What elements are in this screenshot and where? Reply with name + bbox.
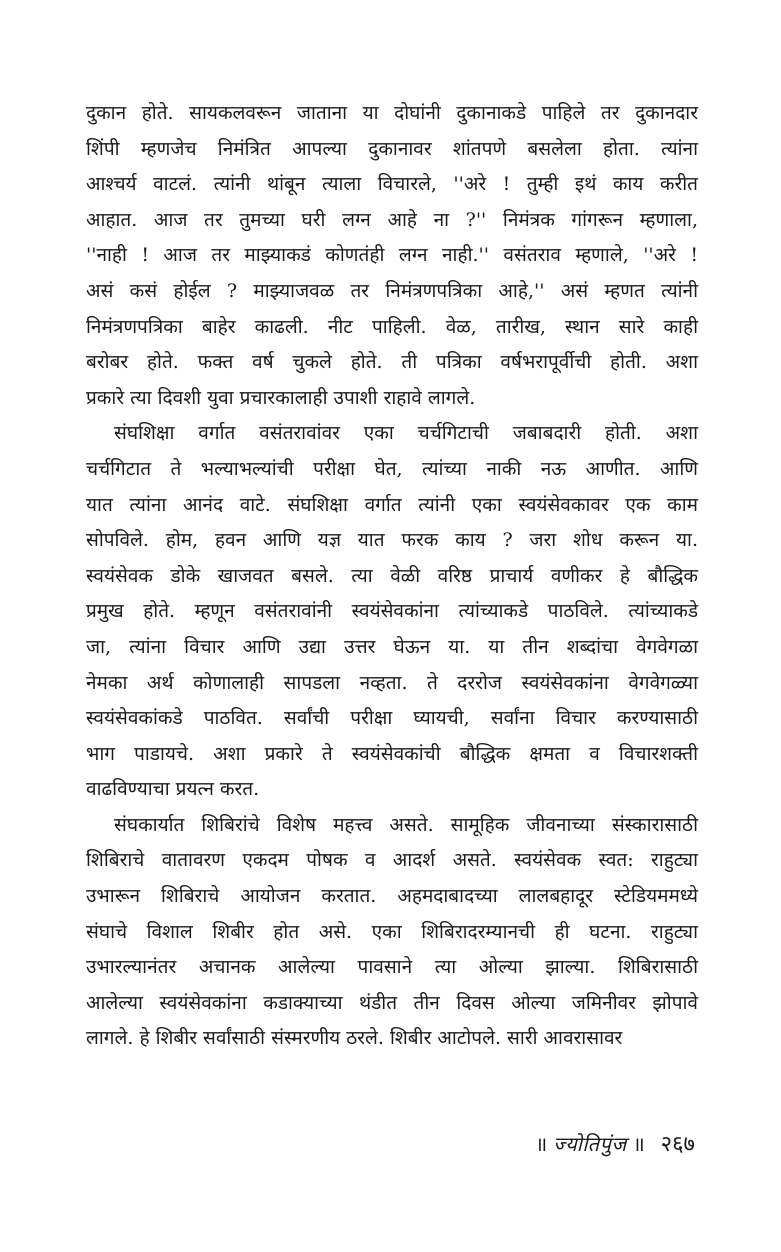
text-line: स्वयंसेवकांकडे पाठवित. सर्वांची परीक्षा घ्यायची, सर्वांना विचार करण्यासाठी xyxy=(86,707,698,730)
paragraph xyxy=(86,96,698,416)
page-body xyxy=(86,96,698,1057)
paragraph xyxy=(86,416,698,808)
text-line: सोपविले. होम, हवन आणि यज्ञ यात फरक काय ? जरा शोध करून या. xyxy=(86,529,698,552)
book-title-logo: ज्योतिपुंज xyxy=(553,1132,627,1156)
text-line: असं कसं होईल ? माझ्याजवळ तर निमंत्रणपत्रिका आहे,'' असं म्हणत त्यांनी xyxy=(86,279,698,302)
page-footer xyxy=(535,1128,695,1158)
text-line: संघकार्यात शिबिरांचे विशेष महत्त्व असते. सामूहिक जीवनाच्या संस्कारासाठी xyxy=(114,813,698,836)
text-line: स्वयंसेवक डोके खाजवत बसले. त्या वेळी वरिष्ठ प्राचार्य वणीकर हे बौद्धिक xyxy=(86,564,698,587)
footer-left-marks: ॥ xyxy=(535,1132,548,1156)
text-line: चर्चगिटात ते भल्याभल्यांची परीक्षा घेत, त्यांच्या नाकी नऊ आणीत. आणि xyxy=(86,457,698,480)
text-line: वाढविण्याचा प्रयत्न करत. xyxy=(86,778,260,801)
text-line: भाग पाडायचे. अशा प्रकारे ते स्वयंसेवकांची बौद्धिक क्षमता व विचारशक्ती xyxy=(86,742,698,765)
text-line: दुकान होते. सायकलवरून जाताना या दोघांनी दुकानाकडे पाहिले तर दुकानदार xyxy=(86,102,698,124)
text-line: यात त्यांना आनंद वाटे. संघशिक्षा वर्गात त्यांनी एका स्वयंसेवकावर एक काम xyxy=(86,493,698,516)
text-line: संघाचे विशाल शिबीर होत असे. एका शिबिरादरम्यानची ही घटना. राहुट्या xyxy=(86,920,698,943)
text-line: ''नाही ! आज तर माझ्याकडं कोणतंही लग्न नाही.'' वसंतराव म्हणाले, ''अरे ! xyxy=(86,244,698,267)
text-line: बरोबर होते. फक्त वर्ष चुकले होते. ती पत्रिका वर्षभरापूर्वीची होती. अशा xyxy=(86,351,698,374)
text-line: शिबिराचे वातावरण एकदम पोषक व आदर्श असते. स्वयंसेवक स्वत: राहुट्या xyxy=(86,849,698,872)
text-line: निमंत्रणपत्रिका बाहेर काढली. नीट पाहिली. वेळ, तारीख, स्थान सारे काही xyxy=(86,315,698,338)
text-line: प्रकारे त्या दिवशी युवा प्रचारकालाही उपाशी राहावे लागले. xyxy=(86,386,476,409)
page-number: २६७ xyxy=(660,1132,695,1157)
text-line: आश्चर्य वाटलं. त्यांनी थांबून त्याला विचारले, ''अरे ! तुम्ही इथं काय करीत xyxy=(86,173,698,196)
text-block xyxy=(86,96,698,1057)
text-line: प्रमुख होते. म्हणून वसंतरावांनी स्वयंसेवकांना त्यांच्याकडे पाठविले. त्यांच्याकडे xyxy=(86,600,698,623)
text-line: शिंपी म्हणजेच निमंत्रित आपल्या दुकानावर शांतपणे बसलेला होता. त्यांना xyxy=(86,137,698,160)
text-line: आहात. आज तर तुमच्या घरी लग्न आहे ना ?'' निमंत्रक गांगरून म्हणाला, xyxy=(86,208,698,231)
paragraph xyxy=(86,808,698,1057)
text-line: नेमका अर्थ कोणालाही सापडला नव्हता. ते दररोज स्वयंसेवकांना वेगवेगळ्या xyxy=(86,671,698,694)
text-line: उभारल्यानंतर अचानक आलेल्या पावसाने त्या ओल्या झाल्या. शिबिरासाठी xyxy=(86,956,698,979)
text-line: उभारून शिबिराचे आयोजन करतात. अहमदाबादच्या लालबहादूर स्टेडियममध्ये xyxy=(86,885,698,908)
text-line: जा, त्यांना विचार आणि उद्या उत्तर घेऊन या. या तीन शब्दांचा वेगवेगळा xyxy=(86,635,698,658)
text-line: आलेल्या स्वयंसेवकांना कडाक्याच्या थंडीत तीन दिवस ओल्या जमिनीवर झोपावे xyxy=(86,991,698,1014)
footer-right-marks: ॥ xyxy=(632,1132,645,1156)
text-line: संघशिक्षा वर्गात वसंतरावांवर एका चर्चगिटाची जबाबदारी होती. अशा xyxy=(114,422,698,445)
text-line: लागले. हे शिबीर सर्वांसाठी संस्मरणीय ठरले. शिबीर आटोपले. सारी आवरासावर xyxy=(86,1027,623,1050)
